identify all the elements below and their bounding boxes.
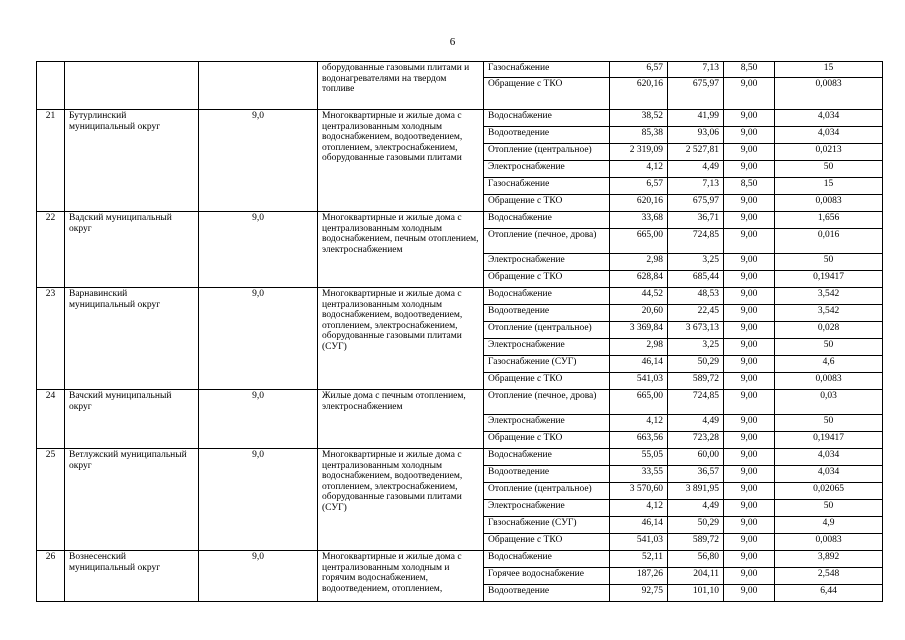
growth-percent-cell: 9,00 <box>724 161 775 178</box>
service-name-cell: Газоснабжение (СУГ) <box>484 356 610 373</box>
consumption-norm-cell: 0,028 <box>775 322 883 339</box>
growth-percent-cell: 9,00 <box>724 415 775 432</box>
tariff-old-cell: 52,11 <box>610 551 668 568</box>
tariff-new-cell: 675,97 <box>668 195 724 212</box>
page-number: 6 <box>449 36 456 48</box>
table-row <box>37 110 883 127</box>
tariff-old-cell: 665,00 <box>610 229 668 254</box>
consumption-norm-cell: 6,44 <box>775 585 883 602</box>
growth-percent-cell: 9,00 <box>724 500 775 517</box>
tariff-new-cell: 3 673,13 <box>668 322 724 339</box>
tariff-new-cell: 60,00 <box>668 449 724 466</box>
table-row <box>37 212 883 229</box>
growth-percent-cell: 9,00 <box>724 483 775 500</box>
housing-type-cell: оборудованные газовыми плитами и водонагревателями на твердом топливе <box>318 62 484 110</box>
tariff-new-cell: 685,44 <box>668 271 724 288</box>
row-number-cell: 22 <box>37 212 65 288</box>
consumption-norm-cell: 0,19417 <box>775 271 883 288</box>
tariff-old-cell: 38,52 <box>610 110 668 127</box>
tariff-new-cell: 4,49 <box>668 415 724 432</box>
tariff-old-cell: 665,00 <box>610 390 668 415</box>
row-number-cell: 21 <box>37 110 65 212</box>
tariff-new-cell: 589,72 <box>668 373 724 390</box>
growth-percent-cell: 9,00 <box>724 534 775 551</box>
tariff-table <box>36 61 883 602</box>
consumption-norm-cell: 0,0083 <box>775 534 883 551</box>
tariff-new-cell: 2 527,81 <box>668 144 724 161</box>
table-row <box>37 62 883 78</box>
growth-percent-cell: 9,00 <box>724 449 775 466</box>
consumption-norm-cell: 0,0083 <box>775 373 883 390</box>
consumption-norm-cell: 4,034 <box>775 110 883 127</box>
growth-percent-cell: 9,00 <box>724 110 775 127</box>
service-name-cell: Водоснабжение <box>484 449 610 466</box>
tariff-new-cell: 675,97 <box>668 78 724 110</box>
growth-percent-cell: 8,50 <box>724 178 775 195</box>
service-name-cell: Гвзоснабжение (СУГ) <box>484 517 610 534</box>
growth-percent-cell: 9,00 <box>724 585 775 602</box>
growth-percent-cell: 9,00 <box>724 212 775 229</box>
row-number-cell <box>37 62 65 110</box>
tariff-old-cell: 44,52 <box>610 288 668 305</box>
tariff-new-cell: 50,29 <box>668 356 724 373</box>
housing-type-cell: Жилые дома с печным отоплением, электроснабжением <box>318 390 484 449</box>
consumption-norm-cell: 0,19417 <box>775 432 883 449</box>
growth-percent-cell: 9,00 <box>724 517 775 534</box>
district-name-cell: Вачский муниципальный округ <box>65 390 199 449</box>
tariff-old-cell: 4,12 <box>610 161 668 178</box>
tariff-old-cell: 92,75 <box>610 585 668 602</box>
consumption-norm-cell: 0,0083 <box>775 78 883 110</box>
service-name-cell: Обращение с ТКО <box>484 195 610 212</box>
consumption-norm-cell: 3,892 <box>775 551 883 568</box>
tariff-old-cell: 33,68 <box>610 212 668 229</box>
tariff-old-cell: 33,55 <box>610 466 668 483</box>
growth-percent-cell: 9,00 <box>724 466 775 483</box>
tariff-old-cell: 6,57 <box>610 62 668 78</box>
district-name-cell: Вознесенский муниципальный округ <box>65 551 199 602</box>
service-name-cell: Отопление (центральное) <box>484 322 610 339</box>
growth-percent-cell: 9,00 <box>724 390 775 415</box>
tariff-old-cell: 663,56 <box>610 432 668 449</box>
tariff-new-cell: 36,57 <box>668 466 724 483</box>
service-name-cell: Водоснабжение <box>484 110 610 127</box>
tariff-old-cell: 4,12 <box>610 415 668 432</box>
growth-percent-cell: 9,00 <box>724 78 775 110</box>
consumption-norm-cell: 50 <box>775 415 883 432</box>
service-name-cell: Обращение с ТКО <box>484 271 610 288</box>
table-row <box>37 390 883 415</box>
table-row <box>37 449 883 466</box>
consumption-norm-cell: 3,542 <box>775 288 883 305</box>
tariff-new-cell: 22,45 <box>668 305 724 322</box>
consumption-norm-cell: 0,0213 <box>775 144 883 161</box>
consumption-norm-cell: 15 <box>775 178 883 195</box>
growth-percent-cell: 9,00 <box>724 288 775 305</box>
index-rate-cell: 9,0 <box>199 288 318 390</box>
consumption-norm-cell: 50 <box>775 339 883 356</box>
tariff-new-cell: 101,10 <box>668 585 724 602</box>
service-name-cell: Обращение с ТКО <box>484 534 610 551</box>
tariff-new-cell: 7,13 <box>668 178 724 195</box>
service-name-cell: Водоснабжение <box>484 288 610 305</box>
index-rate-cell <box>199 62 318 110</box>
row-number-cell: 26 <box>37 551 65 602</box>
service-name-cell: Отопление (центральное) <box>484 144 610 161</box>
service-name-cell: Отопление (печное, дрова) <box>484 390 610 415</box>
service-name-cell: Отопление (печное, дрова) <box>484 229 610 254</box>
consumption-norm-cell: 4,034 <box>775 449 883 466</box>
tariff-old-cell: 46,14 <box>610 517 668 534</box>
consumption-norm-cell: 50 <box>775 161 883 178</box>
consumption-norm-cell: 3,542 <box>775 305 883 322</box>
consumption-norm-cell: 4,6 <box>775 356 883 373</box>
service-name-cell: Газоснабжение <box>484 62 610 78</box>
tariff-new-cell: 589,72 <box>668 534 724 551</box>
housing-type-cell: Многоквартирные и жилые дома с централизованным холодным водоснабжением, водоотведением, отоплением, электроснабжением, оборудованные газовыми плитами (СУГ) <box>318 288 484 390</box>
service-name-cell: Водоотведение <box>484 585 610 602</box>
index-rate-cell: 9,0 <box>199 551 318 602</box>
tariff-old-cell: 628,84 <box>610 271 668 288</box>
district-name-cell: Варнавинский муниципальный округ <box>65 288 199 390</box>
row-number-cell: 25 <box>37 449 65 551</box>
service-name-cell: Электроснабжение <box>484 415 610 432</box>
service-name-cell: Водоснабжение <box>484 212 610 229</box>
district-name-cell: Вадский муниципальный округ <box>65 212 199 288</box>
tariff-new-cell: 50,29 <box>668 517 724 534</box>
service-name-cell: Электроснабжение <box>484 500 610 517</box>
service-name-cell: Водоотведение <box>484 466 610 483</box>
tariff-old-cell: 3 369,84 <box>610 322 668 339</box>
tariff-old-cell: 3 570,60 <box>610 483 668 500</box>
tariff-old-cell: 2,98 <box>610 339 668 356</box>
consumption-norm-cell: 1,656 <box>775 212 883 229</box>
tariff-new-cell: 3,25 <box>668 339 724 356</box>
index-rate-cell: 9,0 <box>199 449 318 551</box>
tariff-old-cell: 541,03 <box>610 534 668 551</box>
growth-percent-cell: 8,50 <box>724 62 775 78</box>
housing-type-cell: Многоквартирные и жилые дома с централизованным холодным водоснабжением, печным отоплением, электроснабжением <box>318 212 484 288</box>
consumption-norm-cell: 4,034 <box>775 127 883 144</box>
tariff-old-cell: 620,16 <box>610 195 668 212</box>
service-name-cell: Электроснабжение <box>484 161 610 178</box>
growth-percent-cell: 9,00 <box>724 551 775 568</box>
housing-type-cell: Многоквартирные и жилые дома с централизованным холодным и горячим водоснабжением, водоотведением, отоплением, <box>318 551 484 602</box>
tariff-old-cell: 4,12 <box>610 500 668 517</box>
tariff-new-cell: 724,85 <box>668 390 724 415</box>
tariff-new-cell: 3 891,95 <box>668 483 724 500</box>
consumption-norm-cell: 0,03 <box>775 390 883 415</box>
service-name-cell: Обращение с ТКО <box>484 432 610 449</box>
consumption-norm-cell: 0,016 <box>775 229 883 254</box>
growth-percent-cell: 9,00 <box>724 195 775 212</box>
consumption-norm-cell: 0,0083 <box>775 195 883 212</box>
tariff-new-cell: 724,85 <box>668 229 724 254</box>
service-name-cell: Обращение с ТКО <box>484 373 610 390</box>
consumption-norm-cell: 50 <box>775 254 883 271</box>
housing-type-cell: Многоквартирные и жилые дома с централизованным холодным водоснабжением, водоотведением, отоплением, электроснабжением, оборудованные газовыми плитами <box>318 110 484 212</box>
service-name-cell: Водоснабжение <box>484 551 610 568</box>
growth-percent-cell: 9,00 <box>724 271 775 288</box>
consumption-norm-cell: 4,9 <box>775 517 883 534</box>
growth-percent-cell: 9,00 <box>724 339 775 356</box>
service-name-cell: Горячее водоснабжение <box>484 568 610 585</box>
service-name-cell: Газоснабжение <box>484 178 610 195</box>
consumption-norm-cell: 2,548 <box>775 568 883 585</box>
tariff-old-cell: 85,38 <box>610 127 668 144</box>
growth-percent-cell: 9,00 <box>724 568 775 585</box>
tariff-new-cell: 41,99 <box>668 110 724 127</box>
tariff-old-cell: 2 319,09 <box>610 144 668 161</box>
service-name-cell: Электроснабжение <box>484 254 610 271</box>
tariff-new-cell: 48,53 <box>668 288 724 305</box>
tariff-old-cell: 46,14 <box>610 356 668 373</box>
growth-percent-cell: 9,00 <box>724 229 775 254</box>
tariff-old-cell: 187,26 <box>610 568 668 585</box>
growth-percent-cell: 9,00 <box>724 144 775 161</box>
consumption-norm-cell: 15 <box>775 62 883 78</box>
tariff-new-cell: 4,49 <box>668 500 724 517</box>
consumption-norm-cell: 50 <box>775 500 883 517</box>
tariff-old-cell: 620,16 <box>610 78 668 110</box>
service-name-cell: Водоотведение <box>484 305 610 322</box>
growth-percent-cell: 9,00 <box>724 432 775 449</box>
consumption-norm-cell: 4,034 <box>775 466 883 483</box>
growth-percent-cell: 9,00 <box>724 305 775 322</box>
consumption-norm-cell: 0,02065 <box>775 483 883 500</box>
table-row <box>37 288 883 305</box>
tariff-new-cell: 3,25 <box>668 254 724 271</box>
district-name-cell: Бутурлинский муниципальный округ <box>65 110 199 212</box>
district-name-cell <box>65 62 199 110</box>
tariff-old-cell: 2,98 <box>610 254 668 271</box>
district-name-cell: Ветлужский муниципальный округ <box>65 449 199 551</box>
tariff-old-cell: 20,60 <box>610 305 668 322</box>
table-row <box>37 551 883 568</box>
tariff-new-cell: 204,11 <box>668 568 724 585</box>
tariff-old-cell: 541,03 <box>610 373 668 390</box>
row-number-cell: 24 <box>37 390 65 449</box>
tariff-new-cell: 36,71 <box>668 212 724 229</box>
growth-percent-cell: 9,00 <box>724 254 775 271</box>
row-number-cell: 23 <box>37 288 65 390</box>
service-name-cell: Отопление (центральное) <box>484 483 610 500</box>
tariff-new-cell: 723,28 <box>668 432 724 449</box>
housing-type-cell: Многоквартирные и жилые дома с централизованным холодным водоснабжением, водоотведением, отоплением, электроснабжением, оборудованные газовыми плитами (СУГ) <box>318 449 484 551</box>
growth-percent-cell: 9,00 <box>724 356 775 373</box>
service-name-cell: Обращение с ТКО <box>484 78 610 110</box>
tariff-old-cell: 55,05 <box>610 449 668 466</box>
growth-percent-cell: 9,00 <box>724 322 775 339</box>
service-name-cell: Водоотведение <box>484 127 610 144</box>
service-name-cell: Электроснабжение <box>484 339 610 356</box>
tariff-new-cell: 7,13 <box>668 62 724 78</box>
tariff-new-cell: 4,49 <box>668 161 724 178</box>
index-rate-cell: 9,0 <box>199 390 318 449</box>
tariff-old-cell: 6,57 <box>610 178 668 195</box>
growth-percent-cell: 9,00 <box>724 127 775 144</box>
index-rate-cell: 9,0 <box>199 212 318 288</box>
index-rate-cell: 9,0 <box>199 110 318 212</box>
tariff-new-cell: 56,80 <box>668 551 724 568</box>
growth-percent-cell: 9,00 <box>724 373 775 390</box>
tariff-new-cell: 93,06 <box>668 127 724 144</box>
